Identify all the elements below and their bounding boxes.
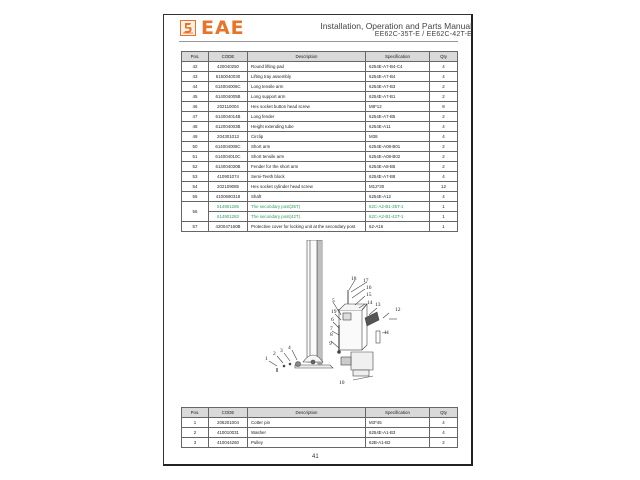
cell-pos: 48 [182, 122, 209, 132]
table-row-highlighted [182, 212, 458, 222]
page-number: 41 [312, 454, 319, 460]
cell-code: 614004006C [209, 82, 248, 92]
table-row [182, 62, 458, 72]
cell-qty: 8 [430, 102, 458, 112]
cell-pos: 44 [182, 82, 209, 92]
cell-pos: 3 [182, 438, 209, 448]
svg-text:8: 8 [330, 332, 333, 338]
cell-qty: 4 [430, 428, 458, 438]
cell-description: The secondary post(42T) [248, 212, 366, 222]
cell-description: Long tensile arm [248, 82, 366, 92]
cell-code: 202110004 [209, 102, 248, 112]
cell-spec: 6254E-A7-B8 [366, 172, 430, 182]
cell-description: Lifting tray assembly [248, 72, 366, 82]
column-header-description: Description [248, 52, 366, 62]
cell-qty: 1 [430, 222, 458, 232]
cell-description: Hex socket button head screw [248, 102, 366, 112]
cell-qty: 4 [430, 172, 458, 182]
manual-title: Installation, Operation and Parts Manual [320, 21, 472, 31]
table-row [182, 72, 458, 82]
cell-code: 614004005B [209, 92, 248, 102]
cell-qty: 4 [430, 72, 458, 82]
cell-description: Circlip [248, 132, 366, 142]
svg-text:9: 9 [329, 341, 332, 347]
cell-spec: 62C-A2-B1-35T-1 [366, 202, 430, 212]
cell-qty: 4 [430, 62, 458, 72]
cell-description: Fender for the short arm [248, 162, 366, 172]
cell-spec: 6254E-A7-B4-C4 [366, 62, 430, 72]
column-header-qty: Qty [430, 408, 458, 418]
cell-description: The secondary post(35T) [248, 202, 366, 212]
cell-pos: 55 [182, 192, 209, 202]
cell-qty: 4 [430, 192, 458, 202]
cell-qty: 12 [430, 182, 458, 192]
cell-code: 410901074 [209, 172, 248, 182]
column-header-qty: Qty [430, 52, 458, 62]
cell-code: 614004014B [209, 112, 248, 122]
eae-logo-icon [180, 20, 196, 36]
svg-text:10: 10 [339, 380, 345, 386]
cell-spec: 6254E-A7-B1 [366, 92, 430, 102]
table-header-row [182, 408, 458, 418]
exploded-parts-diagram [255, 240, 415, 390]
cell-spec: 6254E-A08-B02 [366, 152, 430, 162]
cell-description: Shaft [248, 192, 366, 202]
cell-pos: 51 [182, 152, 209, 162]
cell-code: 420040250 [209, 62, 248, 72]
svg-text:17: 17 [363, 278, 369, 284]
cell-code: 420047160B [209, 222, 248, 232]
column-header-pos: Pos. [182, 408, 209, 418]
table-row [182, 222, 458, 232]
cell-spec: 62-A16 [366, 222, 430, 232]
cell-pos: 43 [182, 72, 209, 82]
cell-spec: 62C-A2-B1-42T-1 [366, 212, 430, 222]
table-row [182, 92, 458, 102]
table-row-highlighted [182, 202, 458, 212]
cell-code: 614004030B [209, 162, 248, 172]
cell-code: 614004008C [209, 142, 248, 152]
table-row [182, 162, 458, 172]
manual-models: EE62C-35T-E / EE62C-42T-E [374, 31, 472, 38]
cell-description: Cotter pin [248, 418, 366, 428]
cell-code: 614901285 [209, 202, 248, 212]
cell-pos: 47 [182, 112, 209, 122]
cell-pos: 57 [182, 222, 209, 232]
svg-text:6: 6 [331, 317, 334, 323]
cell-pos: 45 [182, 92, 209, 102]
svg-text:5: 5 [332, 298, 335, 304]
svg-text:3: 3 [280, 348, 283, 354]
cell-code: 614004010C [209, 152, 248, 162]
cell-qty: 2 [430, 112, 458, 122]
cell-code: 410044260 [209, 438, 248, 448]
cell-code: 410010031 [209, 428, 248, 438]
cell-qty: 4 [430, 122, 458, 132]
cell-spec: 6254E-A7-B5 [366, 112, 430, 122]
brand-name: EAE [201, 17, 245, 39]
column-header-specification: Specification [366, 408, 430, 418]
cell-description: Semi-Teeth block [248, 172, 366, 182]
table-row [182, 152, 458, 162]
cell-qty: 2 [430, 142, 458, 152]
header-divider [179, 41, 458, 42]
table-row [182, 172, 458, 182]
svg-text:18: 18 [351, 276, 357, 282]
svg-text:13: 13 [375, 302, 381, 308]
parts-table [181, 51, 458, 232]
column-header-pos: Pos. [182, 52, 209, 62]
cell-description: Long fender [248, 112, 366, 122]
cell-pos: 46 [182, 102, 209, 112]
cell-code: 612004003B [209, 122, 248, 132]
table-row [182, 182, 458, 192]
svg-text:15: 15 [366, 292, 372, 298]
svg-text:2: 2 [273, 351, 276, 357]
cell-code: 4100690318 [209, 192, 248, 202]
cell-code: 6150040030 [209, 72, 248, 82]
table-row [182, 102, 458, 112]
cell-spec: 6254E-A7-B3 [366, 82, 430, 92]
cell-pos: 42 [182, 62, 209, 72]
table-row [182, 438, 458, 448]
cell-pos: 2 [182, 428, 209, 438]
logo-glyph-icon [182, 22, 194, 34]
cell-qty: 4 [430, 418, 458, 428]
column-header-specification: Specification [366, 52, 430, 62]
cell-code: 614901283 [209, 212, 248, 222]
cell-description: Short tensile arm [248, 152, 366, 162]
cell-spec: 6254E-A11 [366, 122, 430, 132]
cell-pos: 52 [182, 162, 209, 172]
cell-spec: 62B-A1-B2 [366, 438, 430, 448]
cell-pos: 54 [182, 182, 209, 192]
svg-text:4: 4 [288, 345, 291, 351]
cell-spec: 6254E-A12 [366, 192, 430, 202]
cell-spec: 6254E-A1-B3 [366, 428, 430, 438]
cell-pos: 50 [182, 142, 209, 152]
cell-qty: 1 [430, 202, 458, 212]
table-row [182, 112, 458, 122]
cell-description: Hex socket cylinder head screw [248, 182, 366, 192]
cell-description: Height extending tube [248, 122, 366, 132]
column-header-description: Description [248, 408, 366, 418]
cell-description: Pulley [248, 438, 366, 448]
cell-qty: 4 [430, 132, 458, 142]
svg-text:19: 19 [331, 309, 337, 315]
hardware-table [181, 407, 458, 448]
svg-text:7: 7 [330, 326, 333, 332]
table-row [182, 122, 458, 132]
cell-spec: 6254E-A7-B4 [366, 72, 430, 82]
table-row [182, 428, 458, 438]
cell-spec: M8*12 [366, 102, 430, 112]
table-row [182, 192, 458, 202]
svg-text:14: 14 [367, 300, 373, 306]
cell-spec: 6254E-A8-B5 [366, 162, 430, 172]
cell-qty: 2 [430, 152, 458, 162]
cell-qty: 2 [430, 82, 458, 92]
table-row [182, 82, 458, 92]
cell-description: Protective cover for locking unit at the secondary post [248, 222, 366, 232]
table-row [182, 418, 458, 428]
cell-spec: M38 [366, 132, 430, 142]
cell-pos: 53 [182, 172, 209, 182]
svg-text:1: 1 [265, 356, 268, 362]
cell-spec: M12*30 [366, 182, 430, 192]
table-header-row [182, 52, 458, 62]
cell-code: 206201004 [209, 418, 248, 428]
svg-text:12: 12 [395, 307, 401, 313]
cell-qty: 2 [430, 92, 458, 102]
cell-qty: 2 [430, 438, 458, 448]
column-header-code: CODE [209, 52, 248, 62]
cell-qty: 2 [430, 162, 458, 172]
cell-code: 204301013 [209, 132, 248, 142]
svg-text:16: 16 [366, 285, 372, 291]
cell-qty: 1 [430, 212, 458, 222]
cell-pos: 49 [182, 132, 209, 142]
cell-code: 202109085 [209, 182, 248, 192]
table-row [182, 142, 458, 152]
cell-description: Long support arm [248, 92, 366, 102]
cell-pos: 1 [182, 418, 209, 428]
cell-spec: 6254E-A08-B01 [366, 142, 430, 152]
column-header-code: CODE [209, 408, 248, 418]
table-row [182, 132, 458, 142]
cell-description: Round lifting pad [248, 62, 366, 72]
cell-description: Short arm [248, 142, 366, 152]
cell-spec: M3*45 [366, 418, 430, 428]
cell-description: Washer [248, 428, 366, 438]
svg-text:11: 11 [384, 330, 390, 336]
cell-pos: 56 [182, 202, 209, 222]
